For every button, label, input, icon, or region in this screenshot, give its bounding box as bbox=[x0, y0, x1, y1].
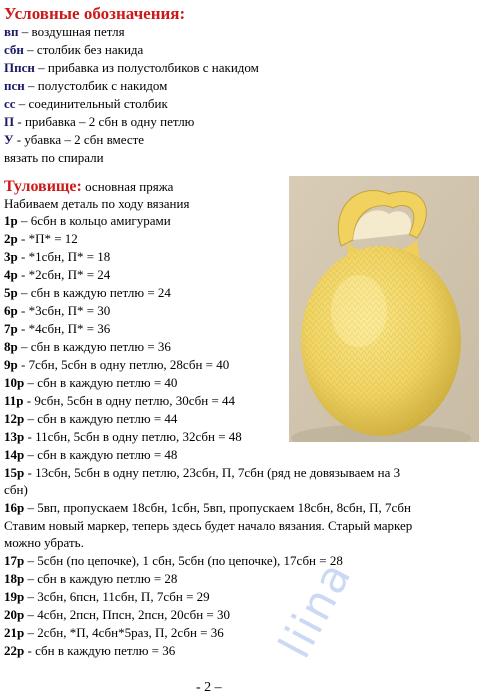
pattern-row bbox=[4, 267, 110, 283]
marker-note: можно убрать. bbox=[4, 535, 84, 550]
legend-note: вязать по спирали bbox=[4, 150, 104, 165]
row-number: 18р bbox=[4, 571, 25, 586]
legend-text: - убавка – 2 сбн вместе bbox=[13, 132, 145, 147]
row-text: - 7сбн, 5сбн в одну петлю, 28сбн = 40 bbox=[17, 357, 230, 372]
row-number: 14р bbox=[4, 447, 25, 462]
legend-text: – полустолбик с накидом bbox=[24, 78, 168, 93]
row-number: 12р bbox=[4, 411, 25, 426]
pattern-row bbox=[4, 393, 235, 409]
row-number: 7р bbox=[4, 321, 18, 336]
legend-item bbox=[4, 78, 167, 94]
row-text: – сбн в каждую петлю = 28 bbox=[24, 571, 178, 586]
pattern-row bbox=[4, 285, 171, 301]
row-text: – сбн в каждую петлю = 24 bbox=[17, 285, 171, 300]
row-text: – 3сбн, 6псн, 11сбн, П, 7сбн = 29 bbox=[24, 589, 210, 604]
row-number: 3р bbox=[4, 249, 18, 264]
pattern-row bbox=[4, 589, 210, 605]
row-text: - 13сбн, 5сбн в одну петлю, 23сбн, П, 7сбн (ряд не довязываем на 3 bbox=[24, 465, 401, 480]
row-text: – 4сбн, 2псн, Ппсн, 2псн, 20сбн = 30 bbox=[24, 607, 231, 622]
legend-item bbox=[4, 114, 194, 130]
pattern-row bbox=[4, 231, 78, 247]
row-text: - 11сбн, 5сбн в одну петлю, 32сбн = 48 bbox=[24, 429, 242, 444]
row-text: – 5сбн (по цепочке), 1 сбн, 5сбн (по цепочке), 17сбн = 28 bbox=[24, 553, 343, 568]
pattern-row bbox=[4, 303, 110, 319]
section-subtitle: основная пряжа bbox=[81, 179, 174, 194]
legend-title: Условные обозначения: bbox=[4, 4, 186, 23]
pattern-row bbox=[4, 339, 171, 355]
section-header bbox=[4, 177, 173, 197]
pattern-row bbox=[4, 625, 224, 641]
row-number: 9р bbox=[4, 357, 18, 372]
row-number: 21р bbox=[4, 625, 25, 640]
legend-abbr: псн bbox=[4, 78, 25, 93]
legend-text: – соединительный столбик bbox=[15, 96, 168, 111]
row-text: – 5вп, пропускаем 18сбн, 1сбн, 5вп, пропускаем 18сбн, 8сбн, П, 7сбн bbox=[24, 500, 411, 515]
legend-item bbox=[4, 42, 143, 58]
row-number: 8р bbox=[4, 339, 18, 354]
row-text: - 9сбн, 5сбн в одну петлю, 30сбн = 44 bbox=[23, 393, 236, 408]
pattern-row bbox=[4, 357, 229, 373]
legend-text: - прибавка – 2 сбн в одну петлю bbox=[14, 114, 195, 129]
pattern-row bbox=[4, 375, 177, 391]
pattern-row bbox=[4, 249, 110, 265]
section-intro: Набиваем деталь по ходу вязания bbox=[4, 196, 190, 211]
row-number: 2р bbox=[4, 231, 18, 246]
row-text: – сбн в каждую петлю = 48 bbox=[24, 447, 178, 462]
row-number: 15р bbox=[4, 465, 25, 480]
legend-item bbox=[4, 60, 259, 76]
marker-note: Ставим новый маркер, теперь здесь будет начало вязания. Старый маркер bbox=[4, 518, 413, 533]
row-text: – 6сбн в кольцо амигурами bbox=[17, 213, 171, 228]
row-text: - *2сбн, П* = 24 bbox=[17, 267, 111, 282]
legend-abbr: Ппсн bbox=[4, 60, 35, 75]
row-text: – сбн в каждую петлю = 40 bbox=[24, 375, 178, 390]
row-number: 22р bbox=[4, 643, 25, 658]
pattern-row bbox=[4, 429, 242, 445]
row-text: - *3сбн, П* = 30 bbox=[17, 303, 111, 318]
section-title: Туловище: bbox=[4, 178, 82, 195]
pattern-row bbox=[4, 643, 175, 659]
pattern-row bbox=[4, 465, 400, 481]
pattern-row bbox=[4, 500, 411, 516]
legend-text: – столбик без накида bbox=[23, 42, 144, 57]
legend-abbr: сс bbox=[4, 96, 16, 111]
legend-abbr: У bbox=[4, 132, 14, 147]
row-text: – сбн в каждую петлю = 36 bbox=[17, 339, 171, 354]
watermark: liina bbox=[269, 552, 363, 667]
pattern-row bbox=[4, 447, 177, 463]
knitted-body-photo bbox=[289, 176, 479, 442]
row-number: 10р bbox=[4, 375, 25, 390]
legend-item bbox=[4, 132, 144, 148]
pattern-row bbox=[4, 553, 343, 569]
knitted-body-image bbox=[289, 176, 479, 442]
row-number: 19р bbox=[4, 589, 25, 604]
row-number: 20р bbox=[4, 607, 25, 622]
row-text: - сбн в каждую петлю = 36 bbox=[24, 643, 176, 658]
pattern-row bbox=[4, 213, 171, 229]
row-text: – сбн в каждую петлю = 44 bbox=[24, 411, 178, 426]
pattern-row bbox=[4, 321, 110, 337]
pattern-row bbox=[4, 411, 177, 427]
row-number: 13р bbox=[4, 429, 25, 444]
row-number: 11р bbox=[4, 393, 24, 408]
row-number: 6р bbox=[4, 303, 18, 318]
page-number: - 2 – bbox=[196, 680, 222, 695]
row-number: 16р bbox=[4, 500, 25, 515]
row-number: 1р bbox=[4, 213, 18, 228]
row-number: 5р bbox=[4, 285, 18, 300]
legend-text: – прибавка из полустолбиков с накидом bbox=[34, 60, 259, 75]
legend-abbr: П bbox=[4, 114, 15, 129]
pattern-row bbox=[4, 571, 177, 587]
row-text: – 2сбн, *П, 4сбн*5раз, П, 2сбн = 36 bbox=[24, 625, 224, 640]
legend-abbr: вп bbox=[4, 24, 19, 39]
row-text: - *4сбн, П* = 36 bbox=[17, 321, 111, 336]
legend-abbr: сбн bbox=[4, 42, 24, 57]
row-number: 17р bbox=[4, 553, 25, 568]
legend-text: – воздушная петля bbox=[18, 24, 125, 39]
row-number: 4р bbox=[4, 267, 18, 282]
legend-item bbox=[4, 24, 125, 40]
row-text: - *1сбн, П* = 18 bbox=[17, 249, 111, 264]
row-text: - *П* = 12 bbox=[17, 231, 78, 246]
legend-item bbox=[4, 96, 168, 112]
pattern-row-continuation: сбн) bbox=[4, 482, 28, 497]
pattern-row bbox=[4, 607, 230, 623]
